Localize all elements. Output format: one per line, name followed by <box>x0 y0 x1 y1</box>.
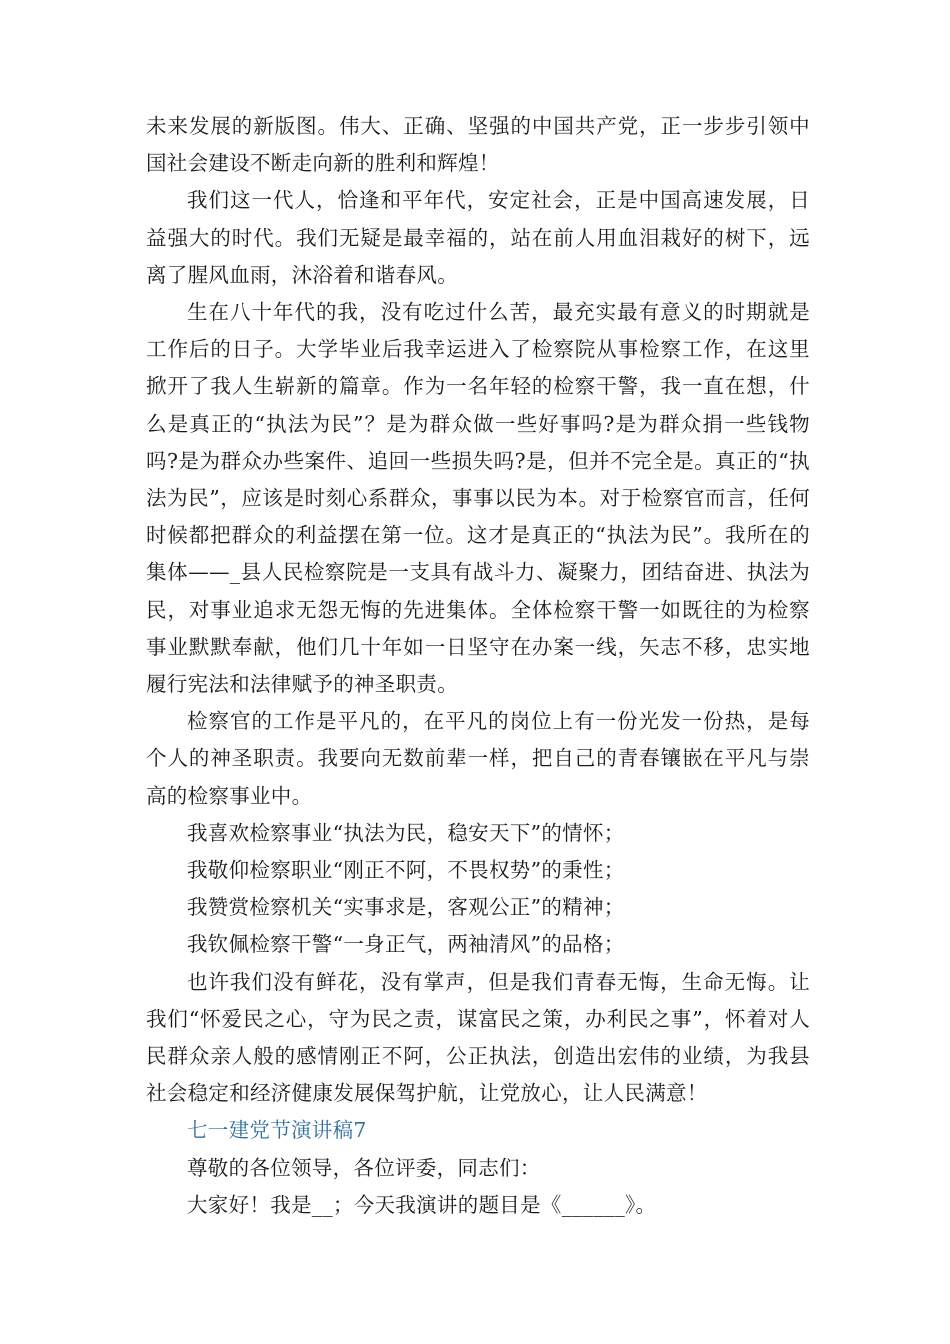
paragraph-intro: 大家好！我是__；今天我演讲的题目是《______》。 <box>187 1192 657 1217</box>
paragraph-appreciate: 我赞赏检察机关“实事求是，客观公正”的精神； <box>187 895 625 920</box>
paragraph-respect: 我钦佩检察干警“一身正气，两袖清风”的品格； <box>187 932 625 957</box>
paragraph-admire: 我敬仰检察职业“刚正不阿，不畏权势”的秉性； <box>187 858 625 883</box>
paragraph-our-generation: 我们这一代人，恰逢和平年代，安定社会，正是中国高速发展，日益强大的时代。我们无疑是最幸福的，站在前人用血泪栽好的树下，远离了腥风血雨，沐浴着和谐春风。 <box>146 188 810 287</box>
section-heading: 七一建党节演讲稿7 <box>187 1118 367 1143</box>
document-body <box>146 108 810 1224</box>
paragraph-eighties: 生在八十年代的我，没有吃过什么苦，最充实最有意义的时期就是工作后的日子。大学毕业后我幸运进入了检察院从事检察工作，在这里掀开了我人生崭新的篇章。作为一名年轻的检察干警，我一直在想，什么是真正的“执法为民”？是为群众做一些好事吗?是为群众捐一些钱物吗?是为群众办些案件、追回一些损失吗?是，但并不完全是。真正的“执法为民”，应该是时刻心系群众，事事以民为本。对于检察官而言，任何时候都把群众的利益摆在第一位。这才是真正的“执法为民”。我所在的集体——_县人民检察院是一支具有战斗力、凝聚力，团结奋进、执法为民，对事业追求无怨无悔的先进集体。全体检察干警一如既往的为检察事业默默奉献，他们几十年如一日坚守在办案一线，矢志不移，忠实地履行宪法和法律赋予的神圣职责。 <box>146 300 810 697</box>
paragraph-greeting: 尊敬的各位领导，各位评委，同志们： <box>187 1155 541 1180</box>
paragraph-like: 我喜欢检察事业“执法为民，稳安天下”的情怀； <box>187 820 625 845</box>
paragraph-conclusion: 也许我们没有鲜花，没有掌声，但是我们青春无悔，生命无悔。让我们“怀爱民之心，守为民之责，谋富民之策，办利民之事”，怀着对人民群众亲人般的感情刚正不阿，公正执法，创造出宏伟的业绩，为我县社会稳定和经济健康发展保驾护航，让党放心，让人民满意！ <box>146 969 810 1106</box>
paragraph-continuation: 未来发展的新版图。伟大、正确、坚强的中国共产党，正一步步引领中国社会建设不断走向新的胜利和辉煌！ <box>146 114 810 176</box>
paragraph-prosecutor-work: 检察官的工作是平凡的，在平凡的岗位上有一份光发一份热，是每个人的神圣职责。我要向无数前辈一样，把自己的青春镶嵌在平凡与崇高的检察事业中。 <box>146 709 810 808</box>
